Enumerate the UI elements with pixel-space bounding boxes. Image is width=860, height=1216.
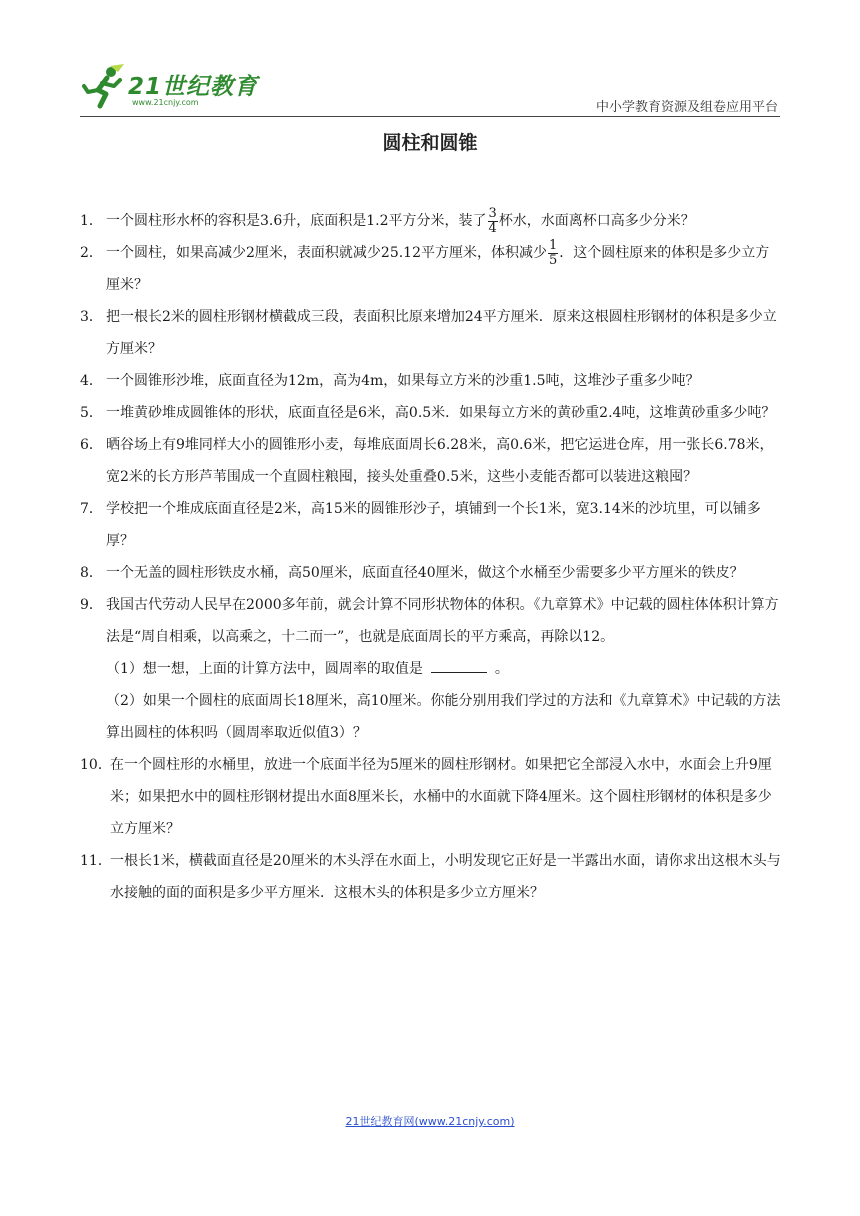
question-6: 6． 晒谷场上有9堆同样大小的圆锥形小麦，每堆底面周长6.28米，高0.6米，把它运进仓库，用一张长6.78米，宽2米的长方形芦苇围成一个直圆柱粮囤，接头处重叠0.5米，这些小麦能否都可以装进这粮囤？ <box>80 437 774 485</box>
fraction: $\frac{1}{5}$ <box>549 237 558 268</box>
question-2: 2． 一个圆柱，如果高减少2厘米，表面积就减少25.12平方厘米，体积减少 $\frac{1}{5}$ ．这个圆柱原来的体积是多少立方厘米？ <box>80 237 770 293</box>
platform-name: 中小学教育资源及组卷应用平台 <box>595 100 778 115</box>
header-divider <box>80 116 780 117</box>
question-8: 8． 一个无盖的圆柱形铁皮水桶，高50厘米，底面直径40厘米，做这个水桶至少需要多少平方厘米的铁皮？ <box>80 565 744 581</box>
page-header <box>80 62 780 118</box>
question-3: 3． 把一根长2米的圆柱形钢材横截成三段，表面积比原来增加24平方厘米．原来这根圆柱形钢材的体积是多少立方厘米？ <box>80 309 777 357</box>
answer-blank[interactable] <box>431 658 487 673</box>
question-list <box>80 205 782 909</box>
question-5: 5． 一堆黄砂堆成圆锥体的形状，底面直径是6米，高0.5米．如果每立方米的黄砂重2.4吨，这堆黄砂重多少吨？ <box>80 405 776 421</box>
runner-icon <box>80 64 126 110</box>
question-9-part-2: （2）如果一个圆柱的底面周长18厘米，高10厘米。你能分别用我们学过的方法和《九章算术》中记载的方法算出圆柱的体积吗（圆周率取近似值3）？ <box>106 693 781 741</box>
question-10: 10．在一个圆柱形的水桶里，放进一个底面半径为5厘米的圆柱形钢材。如果把它全部浸入水中，水面会上升9厘米；如果把水中的圆柱形钢材提出水面8厘米长，水桶中的水面就下降4厘米。这个圆柱形钢材的体积是多少立方厘米？ <box>80 757 772 837</box>
page-title: 圆柱和圆锥 <box>382 132 478 154</box>
logo-brand-text: 21世纪教育 <box>128 74 259 100</box>
logo[interactable] <box>80 62 270 114</box>
fraction: $\frac{3}{4}$ <box>488 205 497 236</box>
footer-link[interactable]: 21世纪教育网(www.21cnjy.com) <box>345 1115 515 1128</box>
question-7: 7． 学校把一个堆成底面直径是2米，高15米的圆锥形沙子，填铺到一个长1米，宽3.14米的沙坑里，可以铺多厚？ <box>80 501 761 549</box>
logo-url: www.21cnjy.com <box>132 98 199 107</box>
question-4: 4． 一个圆锥形沙堆，底面直径为12m，高为4m，如果每立方米的沙重1.5吨，这堆沙子重多少吨？ <box>80 373 700 389</box>
question-1: 1． 一个圆柱形水杯的容积是3.6升，底面积是1.2平方分米，装了 $\frac{3}{4}$ 杯水，水面离杯口高多少分米？ <box>80 205 695 236</box>
question-11: 11．一根长1米，横截面直径是20厘米的木头浮在水面上，小明发现它正好是一半露出水面，请你求出这根木头与水接触的面的面积是多少平方厘米．这根木头的体积是多少立方厘米？ <box>80 853 781 901</box>
question-9-part-1: （1）想一想，上面的计算方法中，圆周率的取值是 。 <box>80 653 782 685</box>
question-9: 9． 我国古代劳动人民早在2000多年前，就会计算不同形状物体的体积。《九章算术》中记载的圆柱体体积计算方法是“周自相乘，以高乘之，十二而一”，也就是底面周长的平方乘高，再除以12。 <box>80 597 779 645</box>
